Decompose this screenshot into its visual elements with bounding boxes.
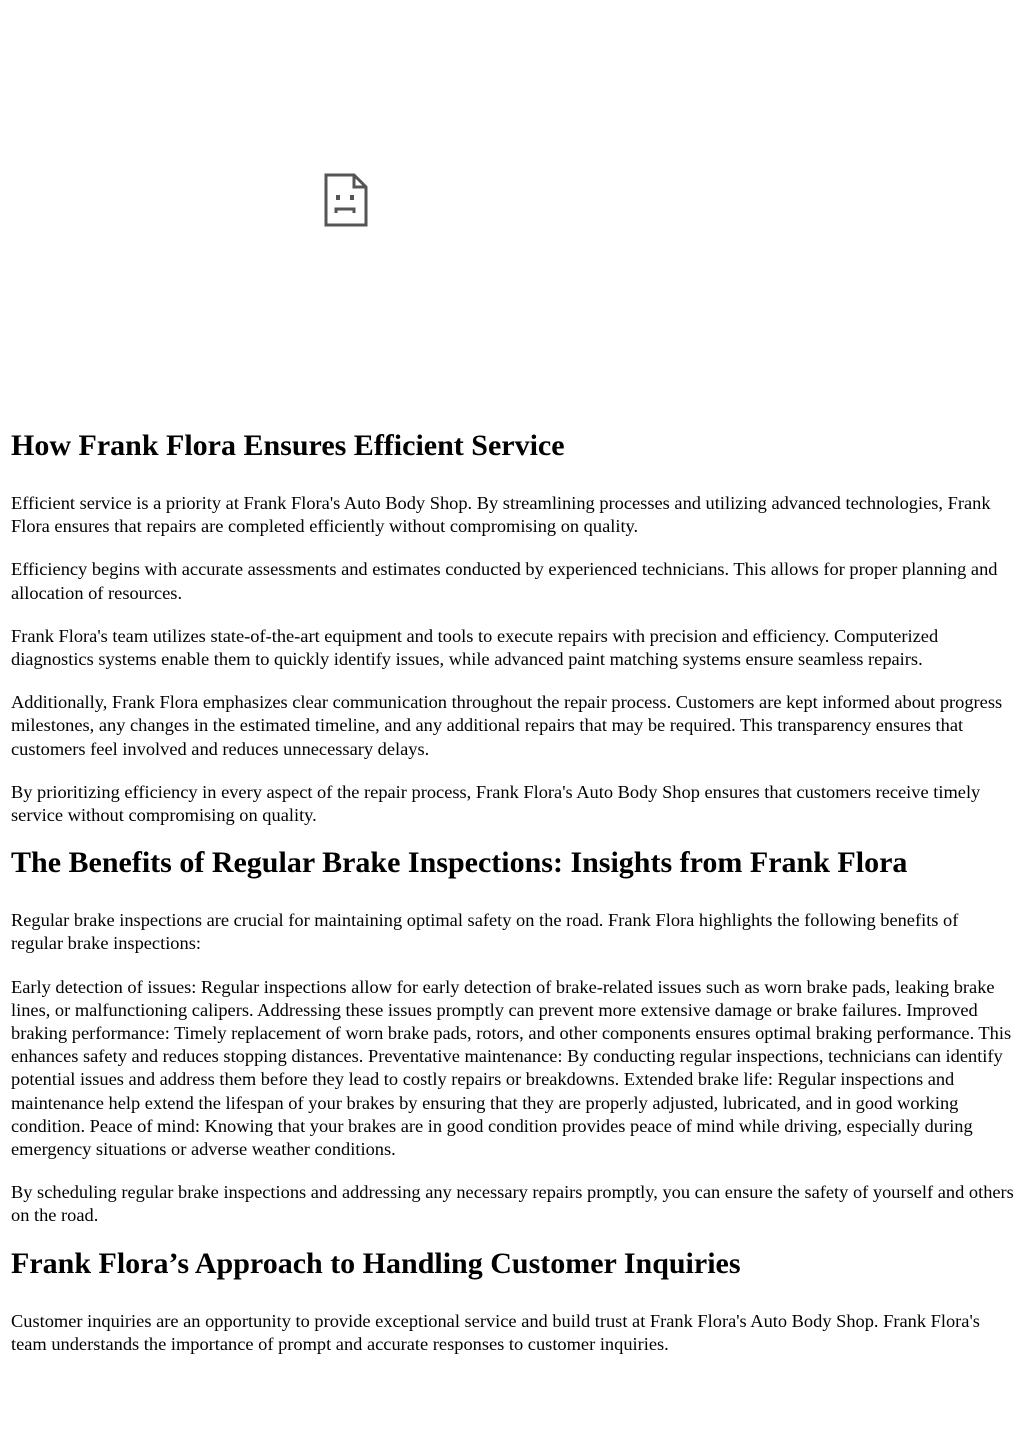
section-heading-efficient-service: How Frank Flora Ensures Efficient Service: [11, 429, 565, 462]
paragraph: Efficient service is a priority at Frank Flora's Auto Body Shop. By streamlining processes and utilizing advanced technologies, Frank Flora ensures that repairs are completed efficiently without compromising on quality.: [11, 493, 991, 537]
broken-image-icon: [324, 173, 368, 227]
paragraph: Customer inquiries are an opportunity to provide exceptional service and build trust at Frank Flora's Auto Body Shop. Frank Flora's team understands the importance of prompt and accurate responses to customer inquiries.: [11, 1310, 980, 1354]
paragraph: Efficiency begins with accurate assessments and estimates conducted by experienced technicians. This allows for proper planning and allocation of resources.: [11, 559, 998, 603]
broken-image-placeholder: [0, 0, 1024, 400]
article-content: [11, 428, 1014, 1376]
paragraph: Additionally, Frank Flora emphasizes clear communication throughout the repair process. Customers are kept informed about progress milestones, any changes in the estimated timeline, and any additional repairs that may be required. This transparency ensures that customers feel involved and reduces unnecessary delays.: [11, 692, 1003, 759]
paragraph: Early detection of issues: Regular inspections allow for early detection of brake-related issues such as worn brake pads, leaking brake lines, or malfunctioning calipers. Addressing these issues promptly can prevent more extensive damage or brake failures. Improved braking performance: Timely replacement of worn brake pads, rotors, and other components ensures optimal braking performance. This enhances safety and reduces stopping distances. Preventative maintenance: By conducting regular inspections, technicians can identify potential issues and address them before they lead to costly repairs or breakdowns. Extended brake life: Regular inspections and maintenance help extend the lifespan of your brakes by ensuring that they are properly adjusted, lubricated, and in good working condition. Peace of mind: Knowing that your brakes are in good condition provides peace of mind while driving, especially during emergency situations or adverse weather conditions.: [11, 976, 1012, 1160]
section-heading-customer-inquiries: Frank Flora’s Approach to Handling Customer Inquiries: [11, 1246, 741, 1280]
paragraph: By prioritizing efficiency in every aspect of the repair process, Frank Flora's Auto Body Shop ensures that customers receive timely service without compromising on quality.: [11, 781, 981, 826]
paragraph: Frank Flora's team utilizes state-of-the-art equipment and tools to execute repairs with precision and efficiency. Computerized diagnostics systems enable them to quickly identify issues, while advanced paint matching systems ensure seamless repairs.: [11, 625, 939, 670]
paragraph: By scheduling regular brake inspections and addressing any necessary repairs promptly, you can ensure the safety of yourself and others on the road.: [11, 1182, 1014, 1226]
paragraph: Regular brake inspections are crucial for maintaining optimal safety on the road. Frank Flora highlights the following benefits of regular brake inspections:: [11, 910, 959, 954]
section-heading-brake-inspections: The Benefits of Regular Brake Inspections: Insights from Frank Flora: [11, 846, 908, 880]
